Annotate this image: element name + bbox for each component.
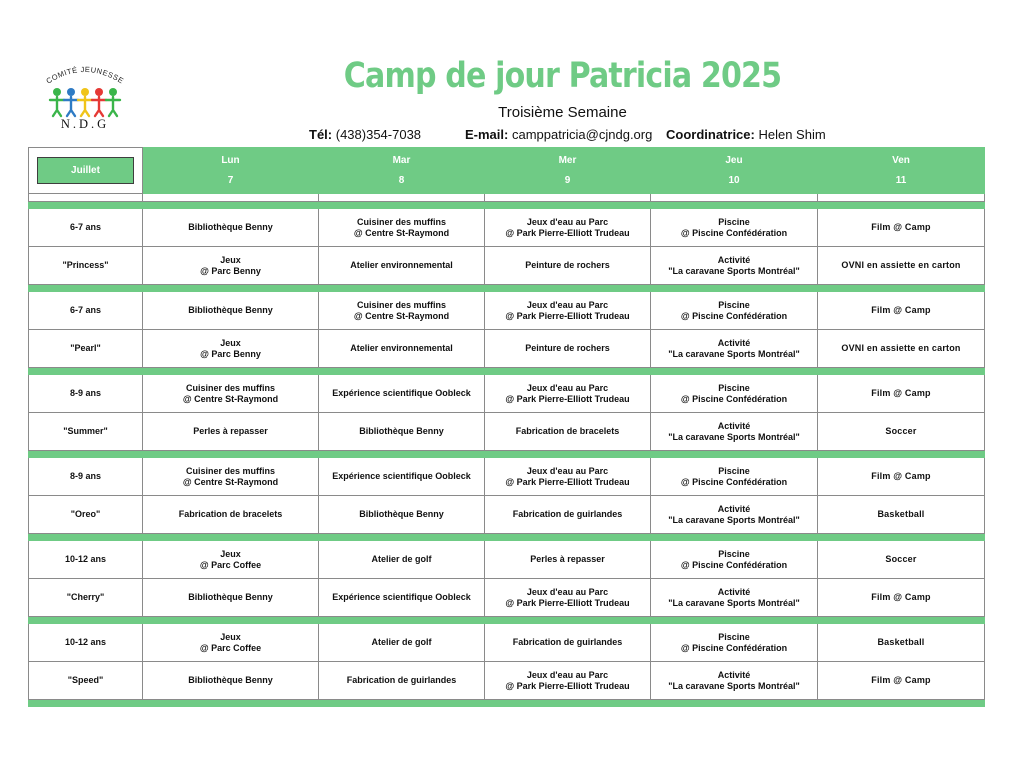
group-label: "Speed" (29, 662, 143, 700)
activity-line: Piscine (718, 548, 750, 559)
activity-cell (485, 496, 651, 534)
activity-line: Soccer (885, 426, 917, 436)
activity-line: "La caravane Sports Montréal" (668, 514, 800, 525)
activity-line: Basketball (877, 509, 925, 519)
page-title: Camp de jour Patricia 2025 (343, 56, 782, 96)
activity-line: Jeux d'eau au Parc (526, 586, 609, 597)
group-label: 8-9 ans (29, 375, 143, 413)
activity-cell (485, 541, 651, 579)
logo-initials: N.D.G (60, 117, 110, 131)
group-separator (29, 700, 985, 707)
day-name: Mar (392, 155, 411, 166)
activity-line: Perles à repasser (530, 554, 605, 564)
day-name: Jeu (725, 155, 743, 166)
activity-cell (319, 579, 485, 617)
contact-coordinator (666, 127, 826, 142)
activity-line: @ Piscine Confédération (680, 310, 788, 321)
activity-cell (485, 375, 651, 413)
activity-cell (651, 579, 818, 617)
activity-cell (143, 541, 319, 579)
activity-line: @ Parc Coffee (199, 559, 262, 570)
activity-line: @ Piscine Confédération (680, 227, 788, 238)
group-separator (29, 202, 985, 209)
activity-line: Soccer (885, 554, 917, 564)
activity-cell (485, 579, 651, 617)
activity-line: @ Centre St-Raymond (353, 227, 450, 238)
activity-cell (319, 458, 485, 496)
activity-line: OVNI en assiette en carton (841, 260, 961, 270)
group-separator (29, 451, 985, 458)
activity-cell (319, 209, 485, 247)
activity-cell (818, 458, 985, 496)
activity-line: Activité (717, 669, 751, 680)
activity-line: Fabrication de guirlandes (346, 675, 457, 685)
activity-cell (319, 292, 485, 330)
activity-line: Fabrication de bracelets (178, 509, 283, 519)
activity-line: Peinture de rochers (525, 343, 610, 353)
activity-line: Jeux (220, 548, 241, 559)
activity-line: Jeux d'eau au Parc (526, 299, 609, 310)
activity-line: Atelier de golf (371, 554, 432, 564)
table-row (29, 375, 985, 413)
table-row (29, 541, 985, 579)
activity-line: @ Park Pierre-Elliott Trudeau (505, 680, 630, 691)
activity-line: Cuisiner des muffins (356, 216, 446, 227)
activity-cell (818, 496, 985, 534)
activity-cell (485, 413, 651, 451)
activity-cell (143, 247, 319, 285)
activity-cell (143, 330, 319, 368)
group-label: "Summer" (29, 413, 143, 451)
activity-cell (319, 662, 485, 700)
table-row (29, 458, 985, 496)
activity-line: Piscine (718, 382, 750, 393)
group-label: 6-7 ans (29, 292, 143, 330)
activity-line: @ Park Pierre-Elliott Trudeau (505, 597, 630, 608)
activity-line: @ Park Pierre-Elliott Trudeau (505, 393, 630, 404)
activity-cell (651, 209, 818, 247)
activity-cell (651, 662, 818, 700)
activity-line: @ Park Pierre-Elliott Trudeau (505, 310, 630, 321)
activity-line: Bibliothèque Benny (188, 305, 273, 315)
page-subtitle: Troisième Semaine (498, 104, 627, 121)
activity-line: Film @ Camp (871, 222, 931, 232)
activity-line: Atelier environnemental (350, 260, 453, 270)
activity-cell (143, 375, 319, 413)
activity-line: "La caravane Sports Montréal" (668, 265, 800, 276)
group-label: 10-12 ans (29, 541, 143, 579)
day-header-fri (818, 148, 985, 194)
month-cell (29, 148, 143, 194)
activity-line: Piscine (718, 299, 750, 310)
activity-line: Atelier de golf (371, 637, 432, 647)
activity-line: @ Parc Benny (200, 348, 261, 359)
activity-line: Bibliothèque Benny (188, 592, 273, 602)
activity-line: Cuisiner des muffins (185, 382, 275, 393)
coordinator-value: Helen Shim (758, 127, 826, 142)
activity-line: @ Centre St-Raymond (353, 310, 450, 321)
activity-cell (319, 541, 485, 579)
activity-line: @ Centre St-Raymond (182, 476, 279, 487)
group-label: "Oreo" (29, 496, 143, 534)
logo-arc-text: COMITÉ JEUNESSE (44, 64, 126, 86)
activity-cell (818, 579, 985, 617)
group-separator (29, 285, 985, 292)
activity-cell (818, 541, 985, 579)
activity-cell (651, 624, 818, 662)
activity-line: Basketball (877, 637, 925, 647)
table-row (29, 330, 985, 368)
activity-cell (818, 292, 985, 330)
group-label: 8-9 ans (29, 458, 143, 496)
activity-cell (143, 662, 319, 700)
activity-line: @ Piscine Confédération (680, 476, 788, 487)
activity-line: Film @ Camp (871, 675, 931, 685)
day-name: Ven (892, 155, 910, 166)
group-label: "Cherry" (29, 579, 143, 617)
activity-line: Film @ Camp (871, 592, 931, 602)
coordinator-label: Coordinatrice: (666, 127, 755, 142)
activity-cell (485, 330, 651, 368)
activity-line: @ Park Pierre-Elliott Trudeau (505, 227, 630, 238)
group-separator (29, 368, 985, 375)
group-label: "Pearl" (29, 330, 143, 368)
activity-line: Bibliothèque Benny (359, 426, 444, 436)
table-row (29, 292, 985, 330)
activity-line: Jeux (220, 337, 241, 348)
spacer-row (29, 194, 985, 202)
activity-cell (818, 375, 985, 413)
activity-cell (485, 458, 651, 496)
schedule-table (28, 147, 985, 707)
activity-line: Expérience scientifique Oobleck (332, 388, 471, 398)
activity-line: Fabrication de guirlandes (512, 637, 623, 647)
day-number: 7 (227, 175, 234, 186)
table-row (29, 413, 985, 451)
activity-cell (143, 579, 319, 617)
day-header-tue (319, 148, 485, 194)
activity-cell (485, 209, 651, 247)
activity-line: @ Park Pierre-Elliott Trudeau (505, 476, 630, 487)
group-label: 6-7 ans (29, 209, 143, 247)
activity-line: Cuisiner des muffins (356, 299, 446, 310)
activity-line: @ Piscine Confédération (680, 393, 788, 404)
day-name: Mer (558, 155, 577, 166)
activity-cell (651, 541, 818, 579)
table-header-row (29, 148, 985, 194)
logo-graphic (42, 62, 128, 134)
activity-cell (319, 330, 485, 368)
activity-line: @ Parc Benny (200, 265, 261, 276)
activity-cell (651, 247, 818, 285)
day-header-mon (143, 148, 319, 194)
activity-line: "La caravane Sports Montréal" (668, 431, 800, 442)
table-row (29, 209, 985, 247)
day-number: 11 (895, 175, 907, 186)
activity-cell (651, 496, 818, 534)
activity-cell (143, 496, 319, 534)
day-header-wed (485, 148, 651, 194)
activity-cell (485, 292, 651, 330)
activity-cell (651, 330, 818, 368)
activity-cell (143, 292, 319, 330)
activity-cell (319, 375, 485, 413)
activity-cell (319, 624, 485, 662)
activity-cell (319, 496, 485, 534)
phone-value: (438)354-7038 (335, 127, 422, 142)
logo-figures-icon (50, 88, 120, 116)
activity-cell (319, 413, 485, 451)
activity-line: Jeux d'eau au Parc (526, 216, 609, 227)
activity-line: Jeux (220, 631, 241, 642)
activity-line: Jeux d'eau au Parc (526, 382, 609, 393)
contact-email (465, 127, 652, 142)
activity-line: Jeux (220, 254, 241, 265)
activity-line: Piscine (718, 216, 750, 227)
activity-line: Atelier environnemental (350, 343, 453, 353)
activity-line: Activité (717, 586, 751, 597)
activity-line: "La caravane Sports Montréal" (668, 348, 800, 359)
logo (42, 62, 128, 134)
activity-line: @ Piscine Confédération (680, 559, 788, 570)
group-separator (29, 617, 985, 624)
activity-line: "La caravane Sports Montréal" (668, 680, 800, 691)
table-row (29, 496, 985, 534)
activity-line: Fabrication de guirlandes (512, 509, 623, 519)
activity-line: Activité (717, 420, 751, 431)
activity-cell (651, 458, 818, 496)
activity-cell (143, 624, 319, 662)
activity-cell (818, 624, 985, 662)
table-row (29, 247, 985, 285)
table-row (29, 624, 985, 662)
activity-line: Perles à repasser (193, 426, 268, 436)
month-label: Juillet (37, 157, 134, 184)
activity-line: @ Parc Coffee (199, 642, 262, 653)
activity-line: Peinture de rochers (525, 260, 610, 270)
activity-line: Bibliothèque Benny (188, 675, 273, 685)
schedule-body (29, 148, 985, 707)
email-label: E-mail: (465, 127, 509, 142)
day-number: 9 (564, 175, 571, 186)
activity-cell (143, 413, 319, 451)
day-number: 8 (398, 175, 405, 186)
group-label: "Princess" (29, 247, 143, 285)
activity-line: Jeux d'eau au Parc (526, 465, 609, 476)
activity-line: @ Centre St-Raymond (182, 393, 279, 404)
phone-label: Tél: (309, 127, 333, 142)
activity-line: Piscine (718, 631, 750, 642)
activity-line: Bibliothèque Benny (188, 222, 273, 232)
activity-line: "La caravane Sports Montréal" (668, 597, 800, 608)
activity-cell (485, 662, 651, 700)
activity-line: Expérience scientifique Oobleck (332, 471, 471, 481)
table-row (29, 579, 985, 617)
activity-cell (651, 292, 818, 330)
activity-line: Activité (717, 254, 751, 265)
activity-cell (485, 624, 651, 662)
activity-line: Fabrication de bracelets (515, 426, 620, 436)
activity-line: Activité (717, 337, 751, 348)
day-name: Lun (221, 155, 240, 166)
activity-cell (651, 413, 818, 451)
activity-cell (818, 209, 985, 247)
activity-line: Bibliothèque Benny (359, 509, 444, 519)
activity-cell (818, 662, 985, 700)
group-separator (29, 534, 985, 541)
group-label: 10-12 ans (29, 624, 143, 662)
activity-line: Film @ Camp (871, 388, 931, 398)
activity-cell (818, 330, 985, 368)
day-number: 10 (728, 175, 740, 186)
activity-cell (319, 247, 485, 285)
activity-cell (818, 413, 985, 451)
activity-line: Activité (717, 503, 751, 514)
activity-line: @ Piscine Confédération (680, 642, 788, 653)
activity-line: OVNI en assiette en carton (841, 343, 961, 353)
activity-line: Piscine (718, 465, 750, 476)
activity-cell (818, 247, 985, 285)
table-row (29, 662, 985, 700)
activity-line: Film @ Camp (871, 305, 931, 315)
email-value: camppatricia@cjndg.org (511, 127, 653, 142)
activity-line: Film @ Camp (871, 471, 931, 481)
activity-cell (143, 458, 319, 496)
activity-cell (651, 375, 818, 413)
day-header-thu (651, 148, 818, 194)
activity-cell (485, 247, 651, 285)
activity-line: Cuisiner des muffins (185, 465, 275, 476)
activity-line: Jeux d'eau au Parc (526, 669, 609, 680)
activity-cell (143, 209, 319, 247)
contact-phone (309, 127, 421, 142)
activity-line: Expérience scientifique Oobleck (332, 592, 471, 602)
